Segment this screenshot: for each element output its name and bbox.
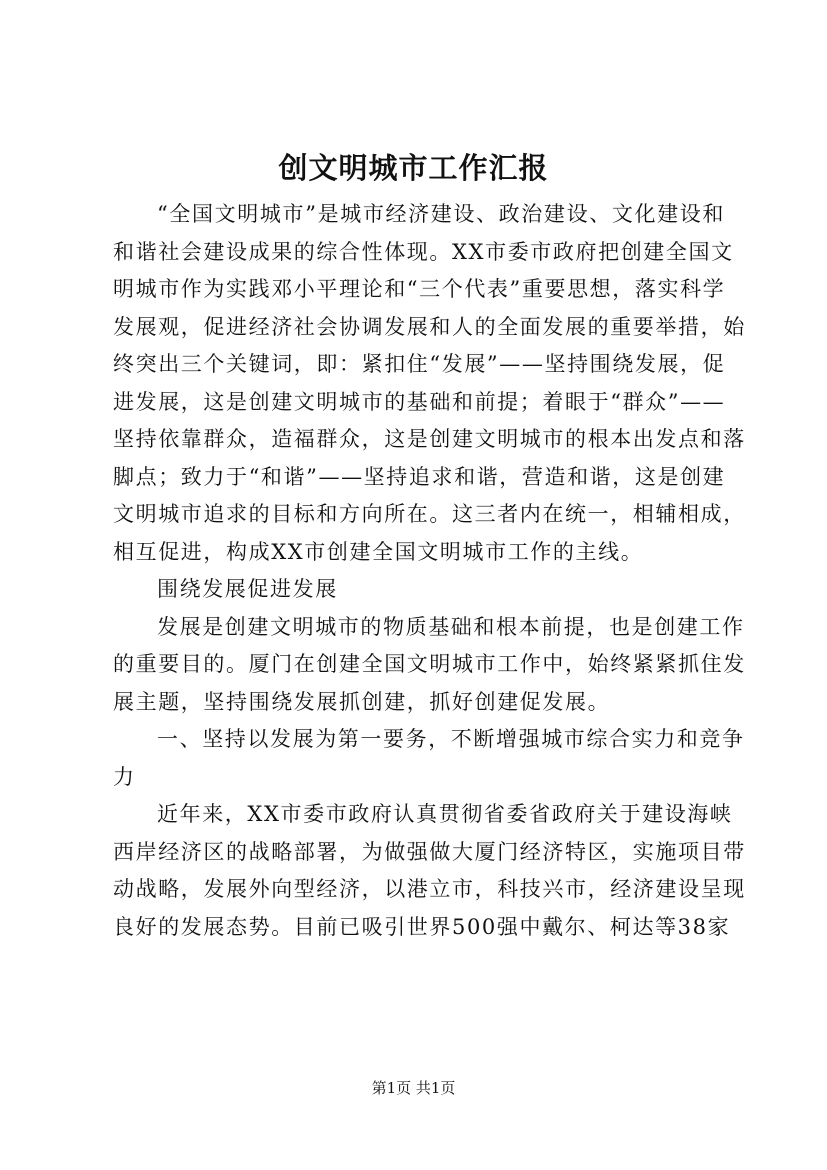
- text-line: 近年来，XX市委市政府认真贯彻省委省政府关于建设海峡: [157, 802, 733, 826]
- text-line: 文明城市追求的目标和方向所在。这三者内在统一，相辅相成，: [113, 502, 746, 526]
- page-footer: 第1页 共1页: [371, 1079, 456, 1097]
- text-line: 坚持依靠群众，造福群众，这是创建文明城市的根本出发点和落: [113, 427, 746, 451]
- text-line: 良好的发展态势。目前已吸引世界500强中戴尔、柯达等38家: [113, 914, 731, 939]
- text-line: “全国文明城市”是城市经济建设、政治建设、文化建设和: [157, 202, 725, 226]
- text-line: 明城市作为实践邓小平理论和“三个代表”重要思想，落实科学: [113, 277, 726, 301]
- text-line: 脚点；致力于“和谐”——坚持追求和谐，营造和谐，这是创建: [113, 464, 726, 489]
- text-line: 发展是创建文明城市的物质基础和根本前提，也是创建工作: [157, 614, 745, 639]
- text-line: 进发展，这是创建文明城市的基础和前提；着眼于“群众”——: [113, 389, 726, 414]
- text-line: 相互促进，构成XX市创建全国文明城市工作的主线。: [113, 539, 644, 564]
- text-line: 力: [113, 764, 136, 789]
- text-line: 发展观，促进经济社会协调发展和人的全面发展的重要举措，始: [113, 314, 746, 339]
- text-line: 展主题，坚持围绕发展抓创建，抓好创建促发展。: [113, 689, 611, 714]
- text-line: 和谐社会建设成果的综合性体现。XX市委市政府把创建全国文: [113, 239, 734, 264]
- text-line: 终突出三个关键词，即：紧扣住“发展”——坚持围绕发展，促: [113, 352, 726, 376]
- text-line: 的重要目的。厦门在创建全国文明城市工作中，始终紧紧抓住发: [113, 652, 746, 676]
- text-line: 围绕发展促进发展: [157, 577, 338, 601]
- text-line: 动战略，发展外向型经济，以港立市，科技兴市，经济建设呈现: [113, 877, 746, 901]
- document-title: 创文明城市工作汇报: [278, 151, 549, 185]
- text-line: 一、坚持以发展为第一要务，不断增强城市综合实力和竞争: [157, 727, 745, 751]
- text-line: 西岸经济区的战略部署，为做强做大厦门经济特区，实施项目带: [113, 839, 746, 864]
- document-body: [113, 196, 746, 946]
